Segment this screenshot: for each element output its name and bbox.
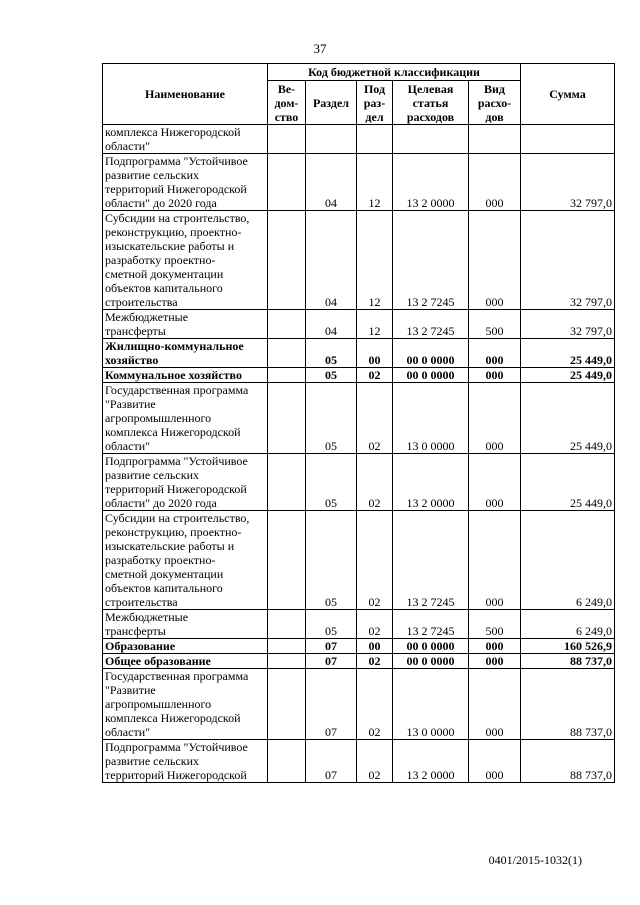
row-vedomstvo bbox=[268, 654, 306, 669]
row-expense-type: 000 bbox=[469, 383, 521, 454]
row-razdel: 07 bbox=[306, 740, 357, 783]
row-target-item: 13 2 7245 bbox=[393, 511, 469, 610]
row-sum: 88 737,0 bbox=[521, 669, 615, 740]
row-sum: 25 449,0 bbox=[521, 383, 615, 454]
header-code-group: Код бюджетной классификации bbox=[268, 64, 521, 81]
row-name: Образование bbox=[103, 639, 268, 654]
row-name: комплекса Нижегородской области" bbox=[103, 125, 268, 154]
row-vedomstvo bbox=[268, 610, 306, 639]
header-target-item: Целевая статья расходов bbox=[393, 81, 469, 125]
row-razdel: 05 bbox=[306, 454, 357, 511]
row-vedomstvo bbox=[268, 511, 306, 610]
table-row bbox=[103, 383, 615, 454]
row-podrazdel: 12 bbox=[357, 154, 393, 211]
row-expense-type: 500 bbox=[469, 310, 521, 339]
row-target-item: 00 0 0000 bbox=[393, 339, 469, 368]
row-name: Субсидии на строительство, реконструкцию, проектно- изыскательские работы и разработку проектно- сметной документации объектов капитального строительства bbox=[103, 511, 268, 610]
row-target-item: 13 0 0000 bbox=[393, 383, 469, 454]
row-name: Подпрограмма "Устойчивое развитие сельских территорий Нижегородской области" до 2020 года bbox=[103, 154, 268, 211]
row-target-item: 13 2 7245 bbox=[393, 310, 469, 339]
row-target-item: 00 0 0000 bbox=[393, 639, 469, 654]
row-sum: 160 526,9 bbox=[521, 639, 615, 654]
table-row bbox=[103, 654, 615, 669]
row-expense-type: 000 bbox=[469, 654, 521, 669]
table-row bbox=[103, 669, 615, 740]
row-expense-type: 000 bbox=[469, 511, 521, 610]
row-expense-type: 000 bbox=[469, 339, 521, 368]
row-name: Жилищно-коммунальное хозяйство bbox=[103, 339, 268, 368]
row-razdel: 07 bbox=[306, 639, 357, 654]
row-name: Коммунальное хозяйство bbox=[103, 368, 268, 383]
table-row bbox=[103, 125, 615, 154]
table-row bbox=[103, 454, 615, 511]
row-podrazdel: 02 bbox=[357, 511, 393, 610]
row-podrazdel: 02 bbox=[357, 610, 393, 639]
row-sum: 25 449,0 bbox=[521, 454, 615, 511]
row-target-item: 13 2 0000 bbox=[393, 454, 469, 511]
row-expense-type: 000 bbox=[469, 740, 521, 783]
row-podrazdel: 02 bbox=[357, 654, 393, 669]
row-podrazdel: 00 bbox=[357, 339, 393, 368]
row-razdel: 07 bbox=[306, 669, 357, 740]
row-target-item: 13 2 0000 bbox=[393, 154, 469, 211]
header-podrazdel: Под раз- дел bbox=[357, 81, 393, 125]
table-row bbox=[103, 610, 615, 639]
row-name: Субсидии на строительство, реконструкцию, проектно- изыскательские работы и разработку проектно- сметной документации объектов капитального строительства bbox=[103, 211, 268, 310]
table-row bbox=[103, 639, 615, 654]
row-target-item: 13 2 7245 bbox=[393, 610, 469, 639]
row-razdel: 05 bbox=[306, 339, 357, 368]
row-podrazdel: 02 bbox=[357, 454, 393, 511]
row-podrazdel bbox=[357, 125, 393, 154]
row-sum: 88 737,0 bbox=[521, 654, 615, 669]
row-sum bbox=[521, 125, 615, 154]
row-sum: 25 449,0 bbox=[521, 339, 615, 368]
row-podrazdel: 02 bbox=[357, 740, 393, 783]
row-name: Государственная программа "Развитие агропромышленного комплекса Нижегородской области" bbox=[103, 669, 268, 740]
row-vedomstvo bbox=[268, 125, 306, 154]
row-expense-type: 000 bbox=[469, 211, 521, 310]
row-razdel: 05 bbox=[306, 511, 357, 610]
row-sum: 6 249,0 bbox=[521, 511, 615, 610]
row-vedomstvo bbox=[268, 740, 306, 783]
page-number: 37 bbox=[313, 41, 327, 56]
row-expense-type: 000 bbox=[469, 669, 521, 740]
row-vedomstvo bbox=[268, 383, 306, 454]
row-name: Подпрограмма "Устойчивое развитие сельских территорий Нижегородской bbox=[103, 740, 268, 783]
row-vedomstvo bbox=[268, 211, 306, 310]
table-row bbox=[103, 339, 615, 368]
row-target-item bbox=[393, 125, 469, 154]
row-vedomstvo bbox=[268, 454, 306, 511]
row-razdel: 04 bbox=[306, 310, 357, 339]
row-expense-type: 000 bbox=[469, 154, 521, 211]
row-razdel: 05 bbox=[306, 368, 357, 383]
row-vedomstvo bbox=[268, 639, 306, 654]
row-target-item: 13 2 7245 bbox=[393, 211, 469, 310]
row-target-item: 00 0 0000 bbox=[393, 368, 469, 383]
row-vedomstvo bbox=[268, 154, 306, 211]
row-name: Государственная программа "Развитие агропромышленного комплекса Нижегородской области" bbox=[103, 383, 268, 454]
budget-table bbox=[102, 63, 615, 783]
row-razdel: 04 bbox=[306, 154, 357, 211]
row-sum: 32 797,0 bbox=[521, 154, 615, 211]
row-sum: 32 797,0 bbox=[521, 211, 615, 310]
row-name: Подпрограмма "Устойчивое развитие сельских территорий Нижегородской области" до 2020 года bbox=[103, 454, 268, 511]
row-name: Общее образование bbox=[103, 654, 268, 669]
row-podrazdel: 12 bbox=[357, 211, 393, 310]
row-sum: 88 737,0 bbox=[521, 740, 615, 783]
table-row bbox=[103, 368, 615, 383]
row-expense-type: 000 bbox=[469, 639, 521, 654]
table-row bbox=[103, 154, 615, 211]
row-razdel bbox=[306, 125, 357, 154]
header-razdel: Раздел bbox=[306, 81, 357, 125]
row-podrazdel: 02 bbox=[357, 368, 393, 383]
row-sum: 6 249,0 bbox=[521, 610, 615, 639]
header-expense-type: Вид расхо- дов bbox=[469, 81, 521, 125]
table-row bbox=[103, 310, 615, 339]
row-podrazdel: 02 bbox=[357, 383, 393, 454]
row-expense-type: 500 bbox=[469, 610, 521, 639]
table-row bbox=[103, 740, 615, 783]
table-row bbox=[103, 511, 615, 610]
row-vedomstvo bbox=[268, 310, 306, 339]
row-razdel: 07 bbox=[306, 654, 357, 669]
row-sum: 32 797,0 bbox=[521, 310, 615, 339]
row-sum: 25 449,0 bbox=[521, 368, 615, 383]
row-podrazdel: 12 bbox=[357, 310, 393, 339]
row-vedomstvo bbox=[268, 339, 306, 368]
row-vedomstvo bbox=[268, 368, 306, 383]
header-vedomstvo: Ве- дом- ство bbox=[268, 81, 306, 125]
row-target-item: 13 2 0000 bbox=[393, 740, 469, 783]
row-razdel: 05 bbox=[306, 610, 357, 639]
row-podrazdel: 02 bbox=[357, 669, 393, 740]
table-body bbox=[103, 125, 615, 783]
row-expense-type: 000 bbox=[469, 454, 521, 511]
table-row bbox=[103, 211, 615, 310]
row-target-item: 00 0 0000 bbox=[393, 654, 469, 669]
row-razdel: 04 bbox=[306, 211, 357, 310]
row-expense-type: 000 bbox=[469, 368, 521, 383]
row-podrazdel: 00 bbox=[357, 639, 393, 654]
row-expense-type bbox=[469, 125, 521, 154]
row-name: Межбюджетные трансферты bbox=[103, 610, 268, 639]
row-razdel: 05 bbox=[306, 383, 357, 454]
header-sum: Сумма bbox=[521, 64, 615, 125]
row-target-item: 13 0 0000 bbox=[393, 669, 469, 740]
document-code: 0401/2015-1032(1) bbox=[488, 853, 582, 867]
header-name: Наименование bbox=[103, 64, 268, 125]
row-name: Межбюджетные трансферты bbox=[103, 310, 268, 339]
row-vedomstvo bbox=[268, 669, 306, 740]
